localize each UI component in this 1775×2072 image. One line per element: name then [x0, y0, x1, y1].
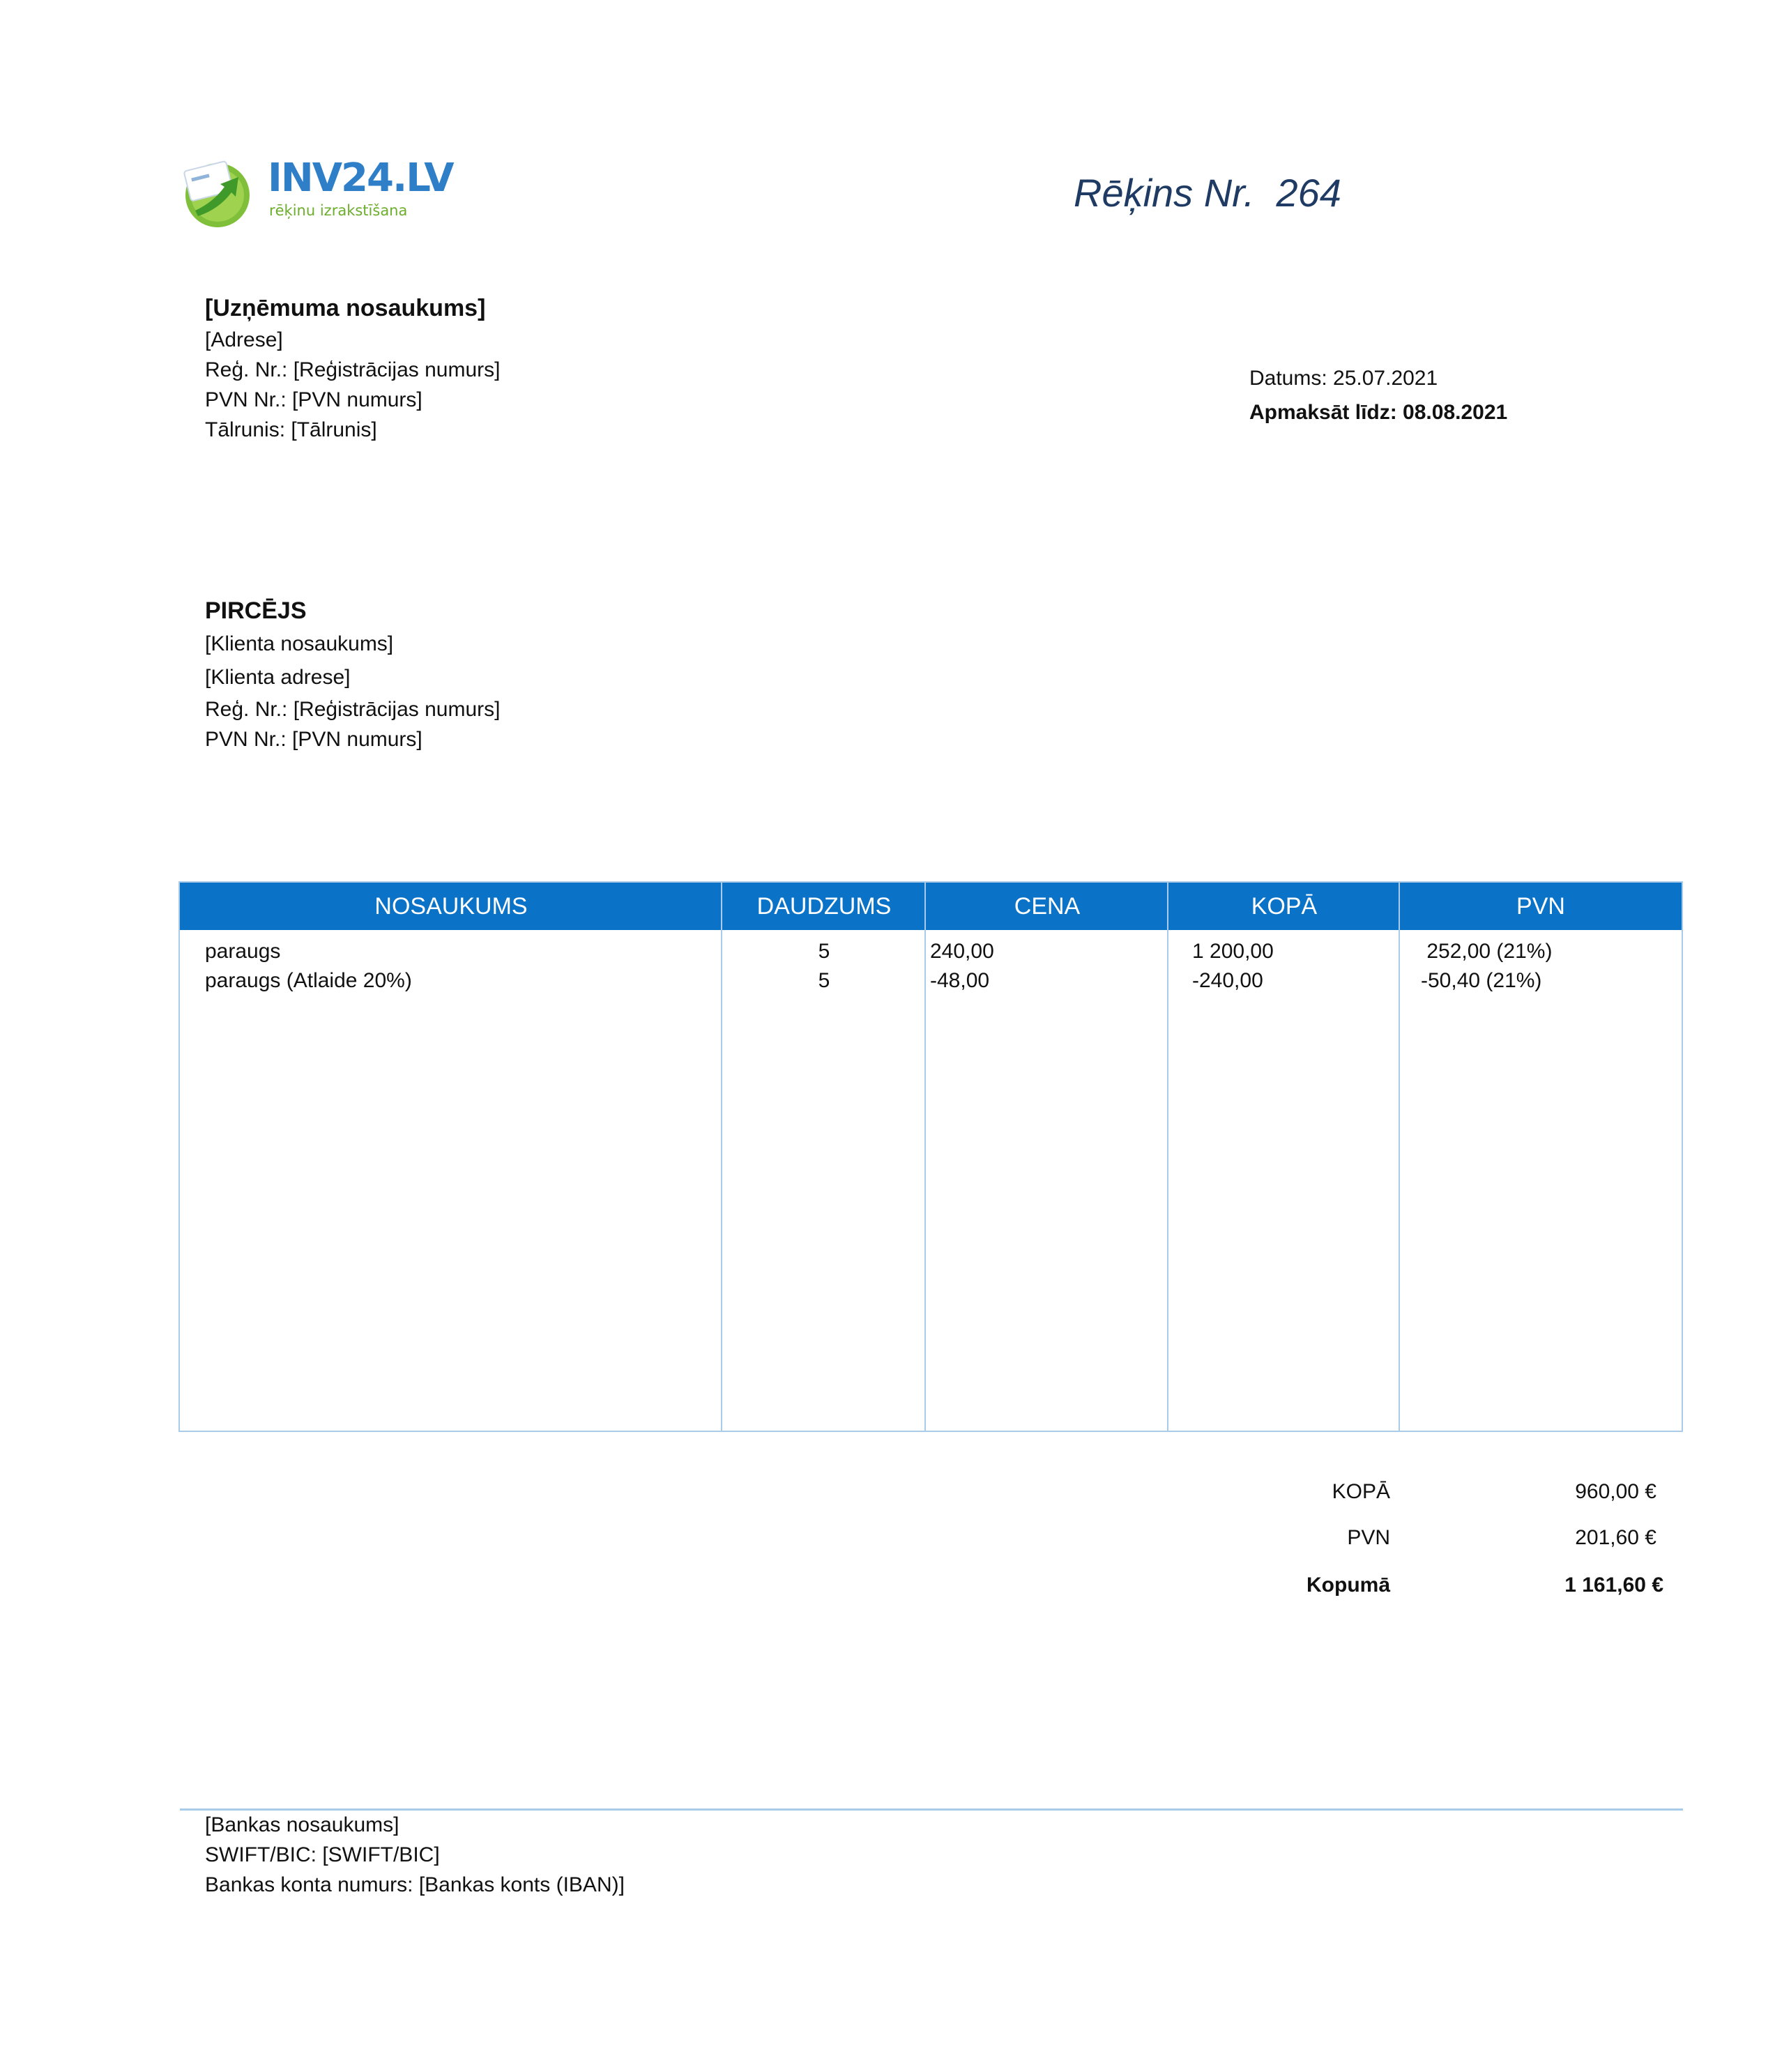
seller-vat-number: PVN Nr.: [PVN numurs] — [205, 388, 422, 411]
vat-total-value: 201,60 € — [1575, 1526, 1656, 1549]
buyer-heading: PIRCĒJS — [205, 597, 307, 624]
company-logo — [180, 155, 453, 229]
item-total: -240,00 — [1192, 969, 1263, 992]
invoice-title — [1074, 169, 1341, 218]
bank-swift: SWIFT/BIC: [SWIFT/BIC] — [205, 1843, 440, 1866]
bank-details — [205, 1810, 625, 1900]
logo-tagline: rēķinu izrakstīšana — [269, 202, 408, 219]
invoice-title-prefix: Rēķins Nr. — [1074, 171, 1255, 215]
buyer-vat-number: PVN Nr.: [PVN numurs] — [205, 728, 422, 751]
column-header-total: KOPĀ — [1251, 893, 1318, 920]
logo-emblem-icon — [180, 156, 264, 229]
seller-address: [Adrese] — [205, 328, 283, 351]
buyer-address: [Klienta adrese] — [205, 666, 351, 689]
column-header-vat: PVN — [1516, 893, 1565, 920]
vat-total-label: PVN — [1347, 1526, 1390, 1549]
grand-total-label: Kopumā — [1307, 1574, 1390, 1597]
invoice-date: Datums: 25.07.2021 — [1249, 367, 1438, 390]
item-price: 240,00 — [930, 940, 994, 963]
column-header-quantity: DAUDZUMS — [756, 893, 892, 920]
item-price: -48,00 — [930, 969, 990, 992]
item-name: paraugs (Atlaide 20%) — [205, 969, 412, 992]
subtotal-label: KOPĀ — [1332, 1480, 1390, 1503]
table-row — [180, 937, 1682, 966]
item-name: paraugs — [205, 940, 281, 963]
logo-brand-text: INV24.LV — [268, 155, 453, 201]
item-vat: -50,40 (21%) — [1421, 969, 1542, 992]
table-row — [180, 966, 1682, 996]
seller-phone: Tālrunis: [Tālrunis] — [205, 418, 377, 441]
invoice-dates — [1249, 361, 1507, 429]
bank-name: [Bankas nosaukums] — [205, 1813, 399, 1836]
items-table — [178, 881, 1683, 1432]
item-total: 1 200,00 — [1192, 940, 1274, 963]
buyer-name: [Klienta nosaukums] — [205, 632, 394, 655]
seller-details — [205, 291, 500, 445]
buyer-details — [205, 594, 500, 754]
table-header — [180, 883, 1682, 930]
seller-reg-number: Reģ. Nr.: [Reģistrācijas numurs] — [205, 358, 501, 381]
buyer-reg-number: Reģ. Nr.: [Reģistrācijas numurs] — [205, 698, 501, 721]
item-vat: 252,00 (21%) — [1421, 940, 1553, 963]
bank-account: Bankas konta numurs: [Bankas konts (IBAN)] — [205, 1873, 625, 1896]
item-quantity: 5 — [818, 940, 830, 963]
column-header-name: NOSAUKUMS — [374, 893, 528, 920]
seller-name: [Uzņēmuma nosaukums] — [205, 295, 486, 321]
invoice-number: 264 — [1276, 171, 1341, 215]
grand-total-value: 1 161,60 € — [1564, 1574, 1663, 1597]
invoice-due-date: Apmaksāt līdz: 08.08.2021 — [1249, 401, 1508, 424]
subtotal-value: 960,00 € — [1575, 1480, 1656, 1503]
column-header-price: CENA — [1014, 893, 1081, 920]
item-quantity: 5 — [818, 969, 830, 992]
